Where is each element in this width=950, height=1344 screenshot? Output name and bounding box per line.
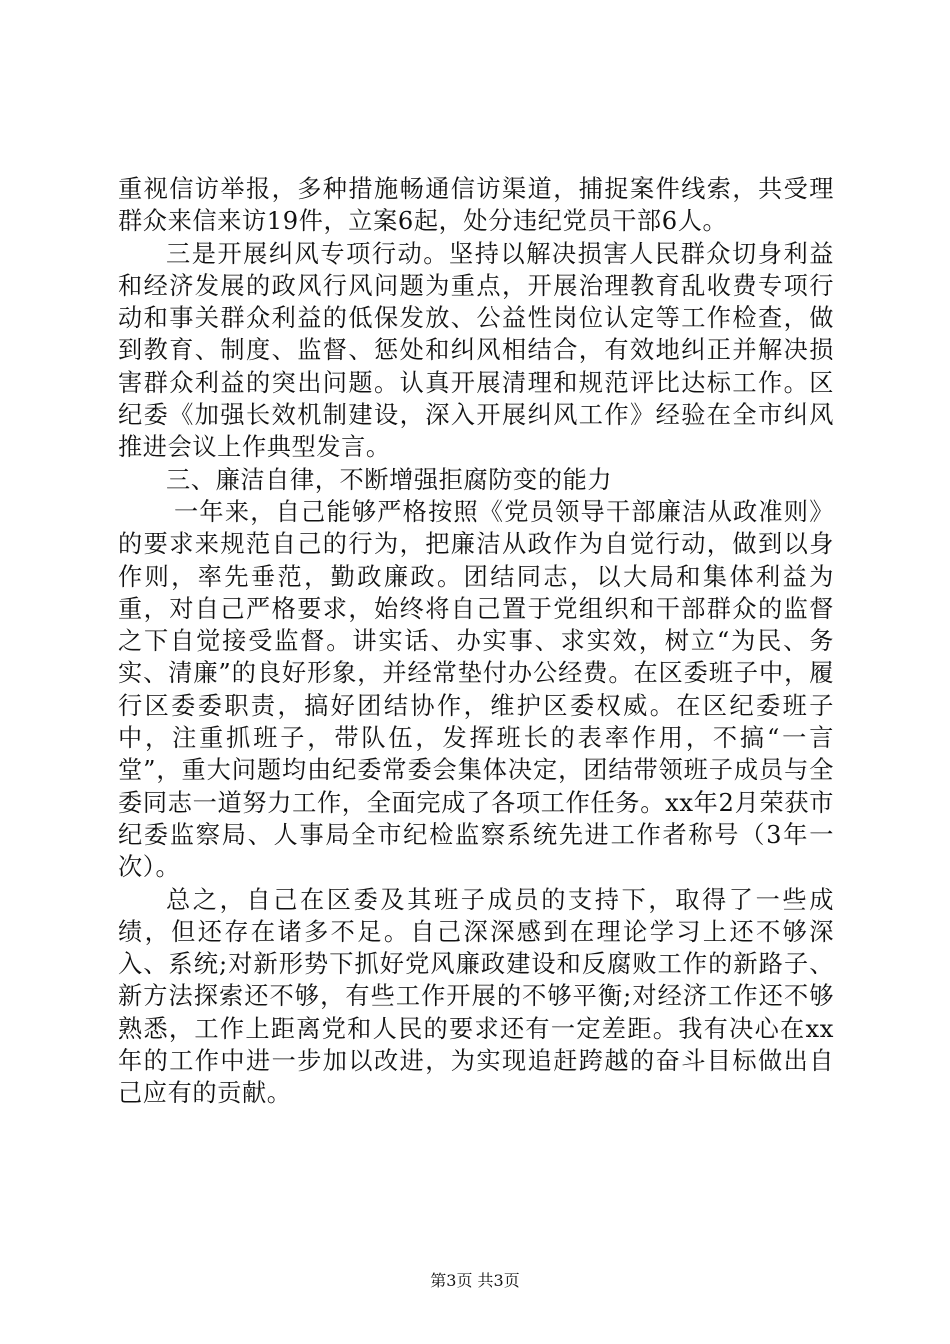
section-heading-integrity: 三、廉洁自律，不断增强拒腐防变的能力 — [166, 465, 613, 494]
document-body — [118, 173, 834, 1110]
paragraph-summary: 总之，自己在区委及其班子成员的支持下，取得了一些成绩，但还存在诸多不足。自己深深感到在理论学习上还不够深入、系统;对新形势下抓好党风廉政建设和反腐败工作的新路子、新方法探索还不够，有些工作开展的不够平衡;对经济工作还不够熟悉，工作上距离党和人民的要求还有一定差距。我有决心在xx年的工作中进一步加以改进，为实现追赶跨越的奋斗目标做出自己应有的贡献。 — [118, 885, 834, 1108]
paragraph-anti-malpractice: 三是开展纠风专项行动。坚持以解决损害人民群众切身利益和经济发展的政风行风问题为重点，开展治理教育乱收费专项行动和事关群众利益的低保发放、公益性岗位认定等工作检查，做到教育、制度、监督、惩处和纠风相结合，有效地纠正并解决损害群众利益的突出问题。认真开展清理和规范评比达标工作。区纪委《加强长效机制建设，深入开展纠风工作》经验在全市纠风推进会议上作典型发言。 — [118, 239, 834, 462]
page-number-footer: 第3页 共3页 — [430, 1271, 520, 1290]
paragraph-self-discipline: 一年来，自己能够严格按照《党员领导干部廉洁从政准则》的要求来规范自己的行为，把廉洁从政作为自觉行动，做到以身作则，率先垂范，勤政廉政。团结同志，以大局和集体利益为重，对自己严格要求，始终将自己置于党组织和干部群众的监督之下自觉接受监督。讲实话、办实事、求实效，树立“为民、务实、清廉”的良好形象，并经常垫付办公经费。在区委班子中，履行区委委职责，搞好团结协作，维护区委权威。在区纪委班子中，注重抓班子，带队伍，发挥班长的表率作用，不搞“一言堂”，重大问题均由纪委常委会集体决定，团结带领班子成员与全委同志一道努力工作，全面完成了各项工作任务。xx年2月荣获市纪委监察局、人事局全市纪检监察系统先进工作者称号（3年一次）。 — [118, 497, 834, 882]
paragraph-continuation: 重视信访举报，多种措施畅通信访渠道，捕捉案件线索，共受理群众来信来访19件，立案6起，处分违纪党员干部6人。 — [118, 175, 834, 236]
